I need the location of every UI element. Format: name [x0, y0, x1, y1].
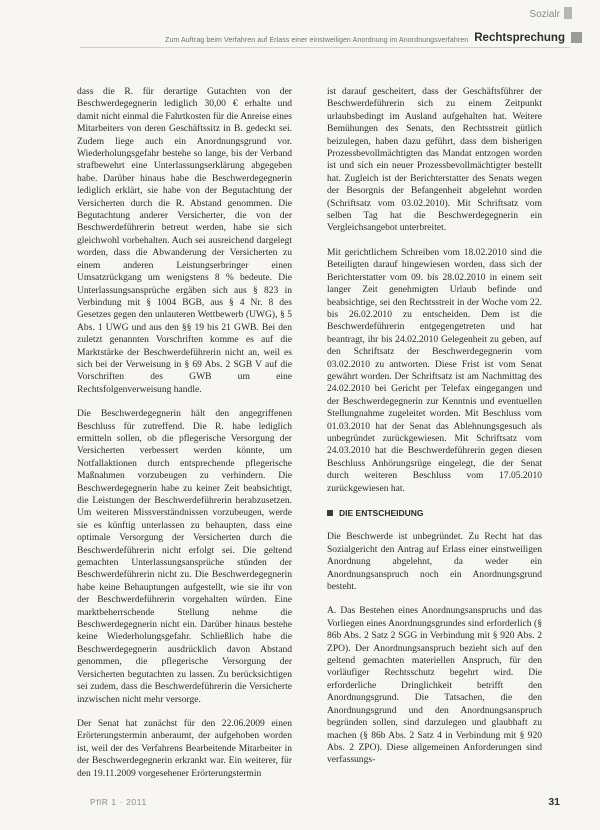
corner-tab-marker	[564, 7, 572, 19]
square-bullet-icon	[327, 510, 333, 516]
journal-issue: PflR 1 · 2011	[90, 797, 147, 807]
header-title: Rechtsprechung	[474, 32, 565, 44]
header-square-icon	[571, 32, 582, 43]
paragraph: A. Das Bestehen eines Anordnungsanspruchs und das Vorliegen eines Anordnungsgrundes sind erforderlich (§ 86b Abs. 2 Satz 2 SGG in Verbindung mit § 920 Abs. 2 ZPO). Der Anordnungsanspruch bezieht sich auf den geltend gemachten materiellen Anspruch, für den vorläufiger Rechtsschutz begehrt wird. Die erforderliche Dringlichkeit betrifft den Anordnungsgrund. Die Tatsachen, die den Anordnungsgrund und den Anordnungsanspruch begründen sollen, sind darzulegen und glaubhaft zu machen (§ 86b Abs. 2 Satz 4 in Verbindung mit § 920 Abs. 2 ZPO). Diese allgemeinen Anforderungen sind verfassungs-	[327, 605, 542, 766]
section-heading	[327, 507, 542, 519]
right-column	[327, 86, 542, 779]
paragraph: dass die R. für derartige Gutachten von der Beschwerdegegnerin lediglich 30,00 € erhalte und damit nicht einmal die Fahrtkosten für die Anreise eines Mitarbeiters von deren Geschäftssitz in B. gedeckt sei. Zudem liege auch ein Anordnungsgrund vor. Wiederholungsgefahr bestehe so lange, bis der Verband strafbewehrt eine Unterlassungserklärung abgegeben habe. Darüber hinaus habe die Beschwerdegegnerin lediglich erklärt, sie habe von der Begutachtung der Versicherten durch die R. Abstand genommen. Die Begutachtung anderer Versicherter, die von der Beschwerdeführerin betreut werden, habe sie sich gleichwohl vorbehalten. Auch sei ausreichend dargelegt worden, dass die Abwanderung der Versicherten zu einem anderen Leistungserbringer einen Umsatzrückgang um wenigstens 8 % bedeute. Die Unterlassungsansprüche ergäben sich aus § 823 in Verbindung mit § 1004 BGB, aus § 4 Nr. 8 des Gesetzes gegen den unlauteren Wettbewerb (UWG), § 5 Abs. 1 UWG und aus den §§ 19 bis 21 GWB. Bei den zuletzt genannten Vorschriften komme es auf die Marktstärke der Beschwerdeführerin nicht an, weil es sich bei der Verweisung in § 69 Abs. 2 SGB V auf die Vorschriften des GWB um eine Rechtsfolgenverweisung handle.	[77, 86, 292, 395]
header-divider	[80, 47, 570, 48]
paragraph: Die Beschwerde ist unbegründet. Zu Recht hat das Sozialgericht den Antrag auf Erlass einer einstweiligen Anordnung abgelehnt, da weder ein Anordnungsanspruch noch ein Anordnungsgrund besteht.	[327, 531, 542, 593]
section-title: DIE ENTSCHEIDUNG	[339, 508, 424, 518]
page-footer	[90, 797, 560, 811]
header-subtitle: Zum Auftrag beim Verfahren auf Erlass einer einstweiligen Anordnung im Anordnungsverfahren	[165, 37, 469, 44]
paragraph: Die Beschwerdegegnerin hält den angegriffenen Beschluss für zutreffend. Die R. habe lediglich ermitteln sollen, ob die pflegerische Versorgung der Versicherten verbessert werden könnte, um Notfallaktionen durch entsprechende pflegerische Maßnahmen vorzubeugen zu verhindern. Die Beschwerdegegnerin habe zu keiner Zeit beabsichtigt, die Leistungen der Beschwerdeführerin herabzusetzen. Um weiteren Missverständnissen vorzubeugen, werde sie es künftig unterlassen zu behaupten, dass eine optimale Versorgung der Versicherten durch die Beschwerdeführerin nicht erfolgt sei. Die geltend gemachten Unterlassungsansprüche stünden der Beschwerdeführerin nicht zu. Die Beschwerdegegnerin habe keine Behauptungen aufgestellt, wie sie ihr von der Beschwerdeführerin vorgehalten würden. Eine marktbeherrschende Stellung nehme die Beschwerdegegnerin nicht ein. Darüber hinaus bestehe keine Wiederholungsgefahr. Schließlich habe die Beschwerdegegnerin ausdrücklich davon Abstand genommen, die pflegerische Versorgung der Versicherten begutachten zu lassen. Zu berücksichtigen sei zudem, dass die Beschwerdeführerin die Versicherte inzwischen nicht mehr versorge.	[77, 408, 292, 705]
paragraph: ist darauf gescheitert, dass der Geschäftsführer der Beschwerdeführerin sich zu einem Zeitpunkt urlaubsbedingt im Ausland aufgehalten hat. Weitere Bemühungen des Senats, den Rechtsstreit gütlich beizulegen, haben dazu geführt, dass dem bisherigen Prozessbevollmächtigten das Mandat entzogen worden ist und sich ein neuer Prozessbevollmächtigter bestellt hat. Zugleich ist der Berichterstatter des Senats wegen der Besorgnis der Befangenheit abgelehnt worden (Schriftsatz vom 03.02.2010). Mit Schriftsatz vom selben Tag hat die Beschwerdegegnerin ein Vergleichsangebot unterbreitet.	[327, 86, 542, 234]
page-header	[80, 24, 582, 44]
paragraph: Der Senat hat zunächst für den 22.06.2009 einen Erörterungstermin anberaumt, der aufgehoben worden ist, weil der des Verfahrens Bearbeitende Mitarbeiter in der Beschwerdegegnerin erkrankt war. Ein weiterer, für den 19.11.2009 vorgesehener Erörterungstermin	[77, 717, 292, 779]
section-corner-label: Sozialr	[529, 9, 560, 20]
page-number: 31	[548, 796, 560, 808]
left-column	[77, 86, 292, 792]
paragraph: Mit gerichtlichem Schreiben vom 18.02.2010 sind die Beteiligten darauf hingewiesen worden, dass sich der Berichterstatter vom 09. bis 28.02.2010 in einem seit langer Zeit genehmigten Urlaub befinde und beabsichtige, sei den Rechtsstreit in der Woche vom 22. bis 26.02.2010 zu entscheiden. Dem ist die Beschwerdeführerin entgegengetreten und hat beantragt, ihr bis 24.02.2010 Gelegenheit zu geben, auf den Schriftsatz der Beschwerdegegnerin vom 03.02.2010 zu antworten. Diese Frist ist vom Senat gewährt worden. Der Schriftsatz ist am Nachmittag des 24.02.2010 bei Gericht per Telefax eingegangen und der Beschwerdegegnerin zur Kenntnis und eventuellen Stellungnahme zugeleitet worden. Mit Beschluss vom 01.03.2010 hat der Senat das Ablehnungsgesuch als unbegründet zurückgewiesen. Mit Schriftsatz vom 24.03.2010 hat die Beschwerdeführerin gegen diesen Beschluss Anhörungsrüge eingelegt, die der Senat durch weiteren Beschluss vom 17.05.2010 zurückgewiesen hat.	[327, 246, 542, 494]
